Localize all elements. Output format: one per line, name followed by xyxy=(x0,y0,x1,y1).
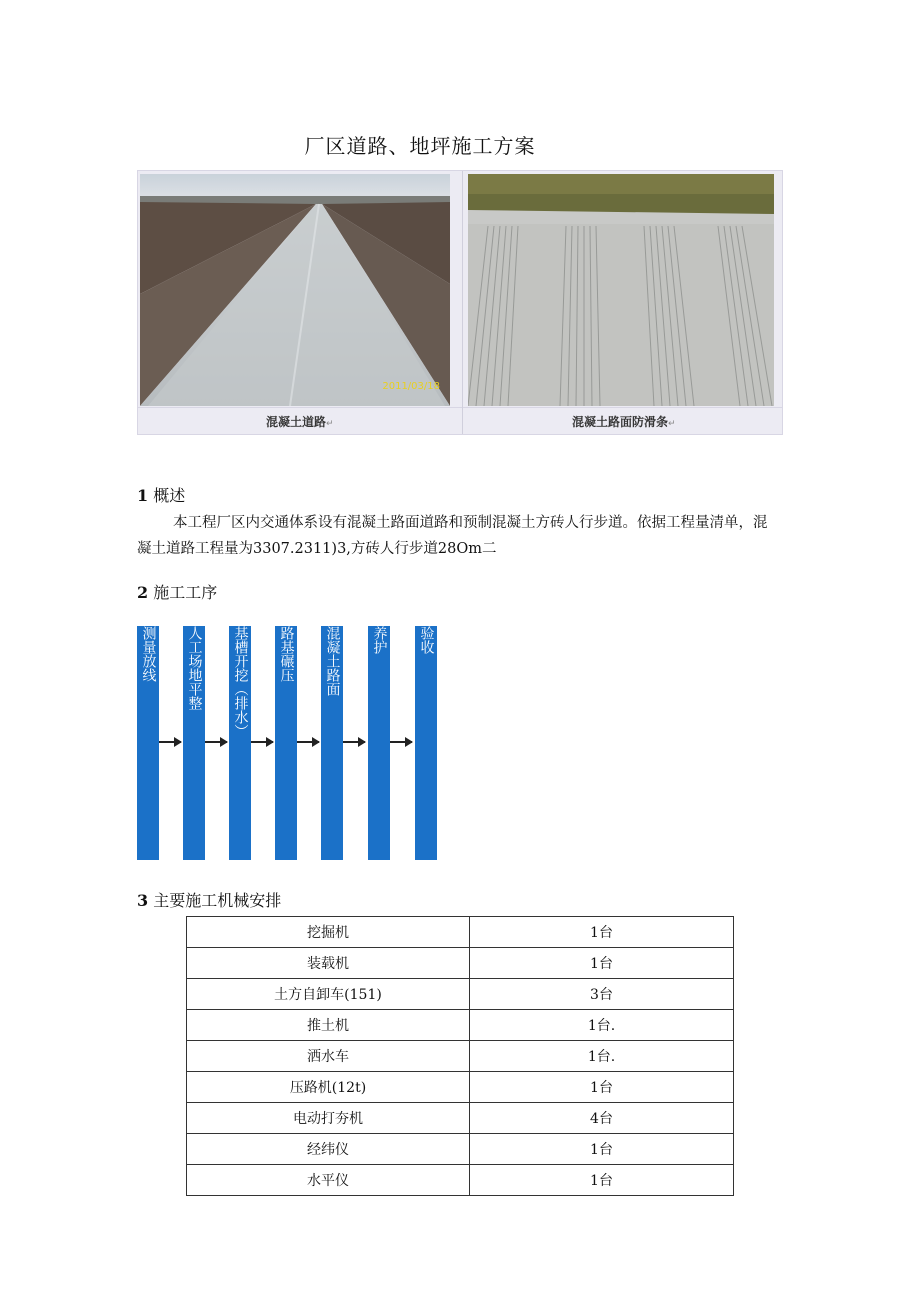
flow-step xyxy=(137,626,159,860)
flow-step-label: 人工场地平整 xyxy=(186,626,203,710)
flow-step xyxy=(415,626,437,860)
equipment-name: 经纬仪 xyxy=(187,1134,470,1165)
table-row xyxy=(187,917,734,948)
equipment-name: 压路机(12t) xyxy=(187,1072,470,1103)
equipment-qty: 4台 xyxy=(470,1103,734,1134)
equipment-qty: 1台. xyxy=(470,1041,734,1072)
equipment-name: 推土机 xyxy=(187,1010,470,1041)
photo-caption-left xyxy=(266,413,334,430)
table-row xyxy=(187,1041,734,1072)
equipment-qty: 1台 xyxy=(470,917,734,948)
concrete-road-photo xyxy=(140,174,450,406)
flow-step-label: 养护 xyxy=(371,626,388,654)
equipment-qty: 1台 xyxy=(470,1072,734,1103)
date-stamp: 2011/03/18 xyxy=(382,381,440,392)
table-row xyxy=(187,979,734,1010)
equipment-name: 挖掘机 xyxy=(187,917,470,948)
anti-slip-strip-photo xyxy=(468,174,774,406)
table-row xyxy=(187,1010,734,1041)
flow-step xyxy=(183,626,205,860)
table-row xyxy=(187,1165,734,1196)
section-title: 主要施工机械安排 xyxy=(153,891,282,910)
table-row xyxy=(187,1072,734,1103)
panel-divider xyxy=(462,171,463,434)
page-title: 厂区道路、地坪施工方案 xyxy=(304,134,536,158)
table-row xyxy=(187,1103,734,1134)
overview-paragraph: 本工程厂区内交通体系设有混凝土路面道路和预制混凝土方砖人行步道。依据工程量清单，混凝土道路工程量为3307.2311)3,方砖人行步道28Om二 xyxy=(137,515,768,557)
section-heading-equipment xyxy=(137,888,281,911)
equipment-qty: 3台 xyxy=(470,979,734,1010)
caption-text: 混凝土路面防滑条 xyxy=(572,415,669,429)
flow-step xyxy=(275,626,297,860)
equipment-name: 装载机 xyxy=(187,948,470,979)
arrow-icon xyxy=(251,741,273,743)
arrow-icon xyxy=(297,741,319,743)
equipment-name: 电动打夯机 xyxy=(187,1103,470,1134)
flow-step xyxy=(368,626,390,860)
equipment-name: 水平仪 xyxy=(187,1165,470,1196)
arrow-icon xyxy=(343,741,365,743)
arrow-icon xyxy=(205,741,227,743)
flow-step xyxy=(321,626,343,860)
equipment-qty: 1台 xyxy=(470,1134,734,1165)
section-number: 3 xyxy=(137,891,149,910)
caption-divider xyxy=(138,407,782,408)
section-heading-overview xyxy=(137,483,185,506)
flow-step xyxy=(229,626,251,860)
section-heading-process xyxy=(137,580,217,603)
flow-step-label: 路基碾压 xyxy=(278,626,295,682)
return-mark: ↵ xyxy=(668,419,676,429)
equipment-qty: 1台 xyxy=(470,948,734,979)
process-flowchart xyxy=(137,626,439,860)
equipment-table xyxy=(186,916,734,1196)
photo-caption-right xyxy=(572,413,676,430)
flow-step-label: 测量放线 xyxy=(140,626,157,682)
section-number: 1 xyxy=(137,486,149,505)
section-title: 概述 xyxy=(153,486,186,505)
arrow-icon xyxy=(390,741,412,743)
flow-step-label: 验收 xyxy=(418,626,435,654)
equipment-qty: 1台. xyxy=(470,1010,734,1041)
return-mark: ↵ xyxy=(326,419,334,429)
table-row xyxy=(187,948,734,979)
section-title: 施工工序 xyxy=(153,583,218,602)
equipment-qty: 1台 xyxy=(470,1165,734,1196)
arrow-icon xyxy=(159,741,181,743)
table-row xyxy=(187,1134,734,1165)
equipment-name: 洒水车 xyxy=(187,1041,470,1072)
flow-step-label: 混凝土路面 xyxy=(324,626,341,696)
caption-text: 混凝土道路 xyxy=(266,415,327,429)
equipment-name: 土方自卸车(151) xyxy=(187,979,470,1010)
photo-panel xyxy=(137,170,783,435)
section-number: 2 xyxy=(137,583,149,602)
flow-step-label: 基槽开挖（排水） xyxy=(232,626,249,738)
